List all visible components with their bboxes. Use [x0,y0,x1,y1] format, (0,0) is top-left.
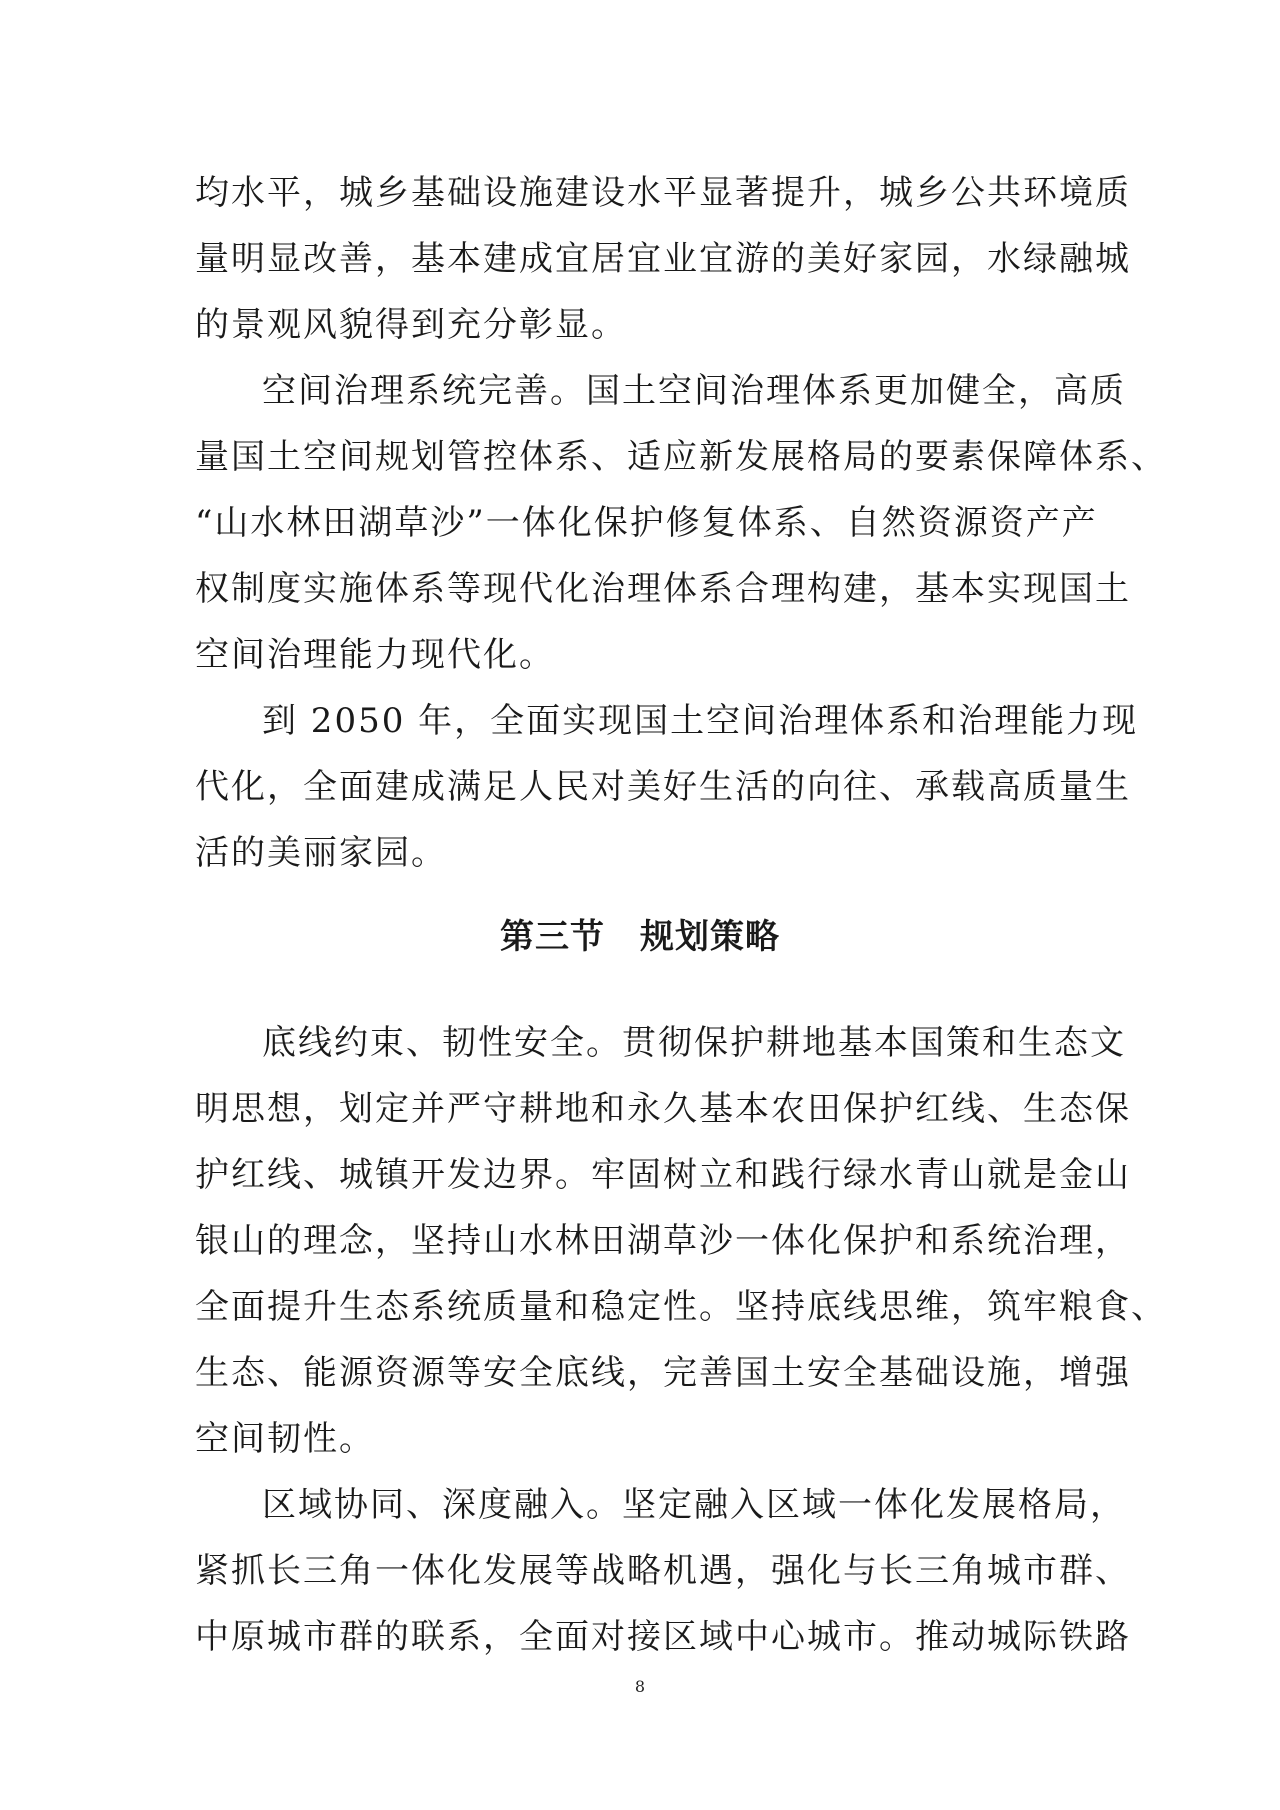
paragraph-line: 中原城市群的联系，全面对接区域中心城市。推动城际铁路 [195,1617,1131,1657]
paragraph-line: 全面提升生态系统质量和稳定性。坚持底线思维，筑牢粮食、 [195,1287,1167,1327]
paragraph-line: 空间韧性。 [195,1419,375,1459]
paragraph-line: 量国土空间规划管控体系、适应新发展格局的要素保障体系、 [195,437,1167,477]
paragraph-line: 活的美丽家园。 [195,833,447,873]
paragraph-line: 的景观风貌得到充分彰显。 [195,305,627,345]
page-number: 8 [634,1677,646,1696]
paragraph-line: 权制度实施体系等现代化治理体系合理构建，基本实现国土 [195,569,1131,609]
paragraph-line: 明思想，划定并严守耕地和永久基本农田保护红线、生态保 [195,1089,1131,1129]
paragraph-line: 紧抓长三角一体化发展等战略机遇，强化与长三角城市群、 [195,1551,1131,1591]
paragraph-line: 量明显改善，基本建成宜居宜业宜游的美好家园，水绿融城 [195,239,1131,279]
paragraph-line: 代化，全面建成满足人民对美好生活的向往、承载高质量生 [195,767,1131,807]
section-heading: 第三节 规划策略 [500,917,780,957]
paragraph-line: 均水平，城乡基础设施建设水平显著提升，城乡公共环境质 [195,173,1131,213]
paragraph-line: 空间治理系统完善。国土空间治理体系更加健全，高质 [262,371,1126,411]
paragraph-line: “山水林田湖草沙”一体化保护修复体系、自然资源资产产 [195,503,1098,543]
paragraph-line: 银山的理念，坚持山水林田湖草沙一体化保护和系统治理， [195,1221,1131,1261]
paragraph-line: 区域协同、深度融入。坚定融入区域一体化发展格局， [262,1485,1126,1525]
paragraph-line: 底线约束、韧性安全。贯彻保护耕地基本国策和生态文 [262,1023,1126,1063]
paragraph-line: 空间治理能力现代化。 [195,635,555,675]
paragraph-line: 护红线、城镇开发边界。牢固树立和践行绿水青山就是金山 [195,1155,1131,1195]
paragraph-line: 到 2050 年，全面实现国土空间治理体系和治理能力现 [262,701,1139,741]
paragraph-line: 生态、能源资源等安全底线，完善国土安全基础设施，增强 [195,1353,1131,1393]
